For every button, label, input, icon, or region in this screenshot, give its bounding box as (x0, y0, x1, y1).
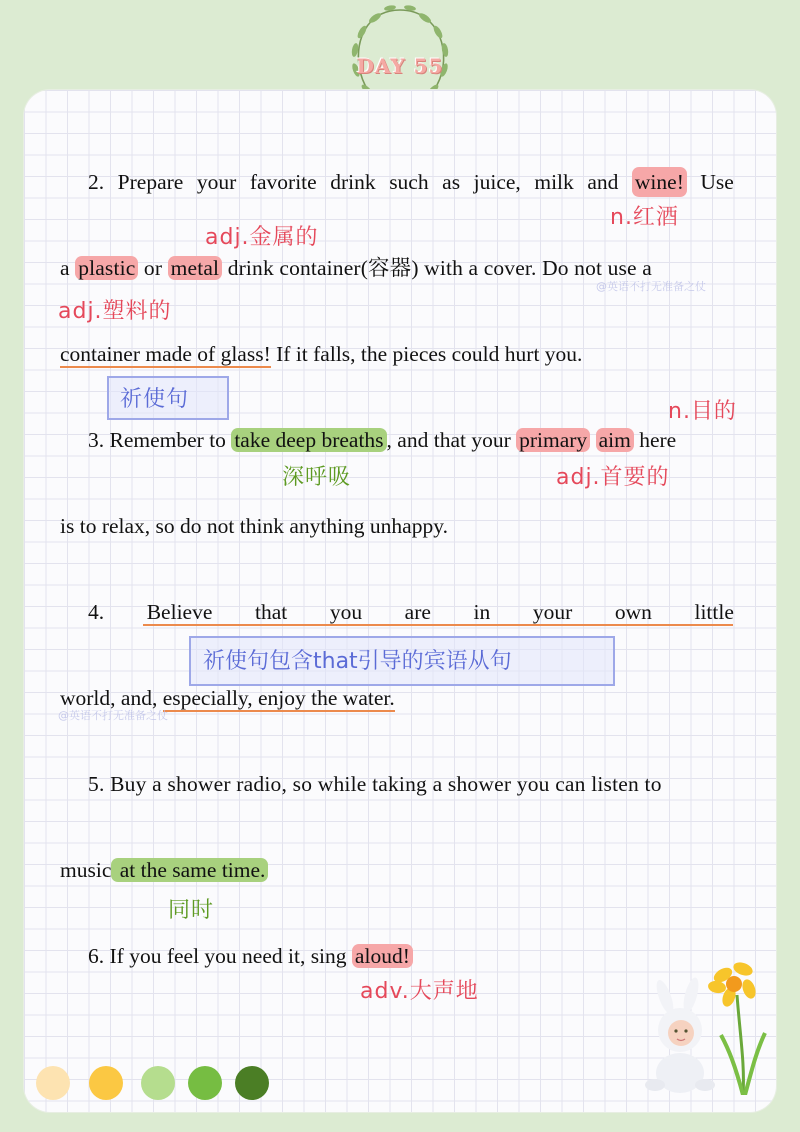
palette-dot (89, 1066, 123, 1100)
highlight-aloud: aloud! (352, 944, 413, 968)
annotation-primary: adj.首要的 (556, 465, 670, 490)
sentence-3-line-2: is to relax, so do not think anything unhappy. (60, 514, 448, 538)
word: your (196, 170, 237, 194)
word: such (389, 170, 429, 194)
word: own (614, 600, 652, 624)
annotation-aloud: adv.大声地 (360, 979, 479, 1004)
text: world, and, (60, 686, 158, 710)
text: especially, enjoy the water. (162, 686, 395, 710)
highlight-aim: aim (596, 428, 634, 452)
watermark: @英语不打无准备之仗 (596, 280, 706, 293)
palette-dot (235, 1066, 269, 1100)
word: and (587, 170, 619, 194)
text: 3. Remember to (88, 428, 232, 452)
highlight-at-the-same-time: at the same time. (111, 858, 268, 882)
sentence-4-line-1 (88, 597, 734, 627)
word: little (694, 600, 734, 624)
word: 4. (88, 600, 105, 624)
sentence-3-line-1 (88, 425, 734, 455)
annotation-imperative-1: 祈使句 (120, 387, 190, 412)
underline-container-glass: container made of glass! (60, 342, 271, 366)
palette-dot (141, 1066, 175, 1100)
word: you (329, 600, 363, 624)
daffodil-bunny-illustration (625, 955, 775, 1095)
word: that (254, 600, 288, 624)
highlight-metal: metal (168, 256, 223, 280)
word: Believe (146, 600, 213, 624)
text: a (60, 256, 76, 280)
day-title: DAY 55 (356, 54, 444, 78)
text: or (138, 256, 168, 280)
text: 6. If you feel you need it, sing (88, 944, 352, 968)
bunny-costume-child-icon (645, 976, 715, 1093)
annotation-plastic: adj.塑料的 (58, 299, 172, 324)
palette-dot (36, 1066, 70, 1100)
underline-especially (163, 686, 395, 712)
text (590, 428, 595, 452)
annotation-same-time: 同时 (168, 898, 215, 923)
annotation-imperative-2: 祈使句包含that引导的宾语从句 (203, 649, 512, 674)
word: drink (330, 170, 376, 194)
word: in (473, 600, 491, 624)
text: music (60, 858, 112, 882)
annotation-wine: n.红酒 (610, 205, 679, 230)
text: If it falls, the pieces could hurt you. (270, 342, 583, 366)
daffodil-icon (707, 960, 765, 1095)
word: 2. (88, 170, 105, 194)
annotation-metal: adj.金属的 (205, 225, 319, 250)
watermark: @英语不打无准备之仗 (58, 709, 168, 722)
highlight-primary: primary (516, 428, 590, 452)
annotation-aim: n.目的 (668, 399, 737, 424)
word: Prepare (117, 170, 184, 194)
highlight-take-deep-breaths: take deep breaths (231, 428, 386, 452)
text: drink container(容器) with a cover. Do not use a (222, 256, 652, 280)
sentence-2-line-3 (60, 339, 734, 369)
palette-dot (188, 1066, 222, 1100)
text: here (633, 428, 677, 452)
word: are (404, 600, 431, 624)
sentence-5-line-2 (60, 855, 734, 885)
underline-sentence-4 (143, 624, 733, 626)
word: Use (700, 170, 734, 194)
sentence-5-line-1: 5. Buy a shower radio, so while taking a shower you can listen to (88, 772, 662, 796)
word: your (532, 600, 573, 624)
annotation-deep-breaths: 深呼吸 (282, 465, 352, 490)
word: favorite (249, 170, 317, 194)
word: juice, (473, 170, 521, 194)
word: milk (534, 170, 574, 194)
text: , and that your (386, 428, 517, 452)
word: as (442, 170, 461, 194)
highlight-plastic: plastic (75, 256, 138, 280)
sentence-2-line-1 (88, 167, 734, 197)
highlight-wine: wine! (632, 167, 687, 197)
